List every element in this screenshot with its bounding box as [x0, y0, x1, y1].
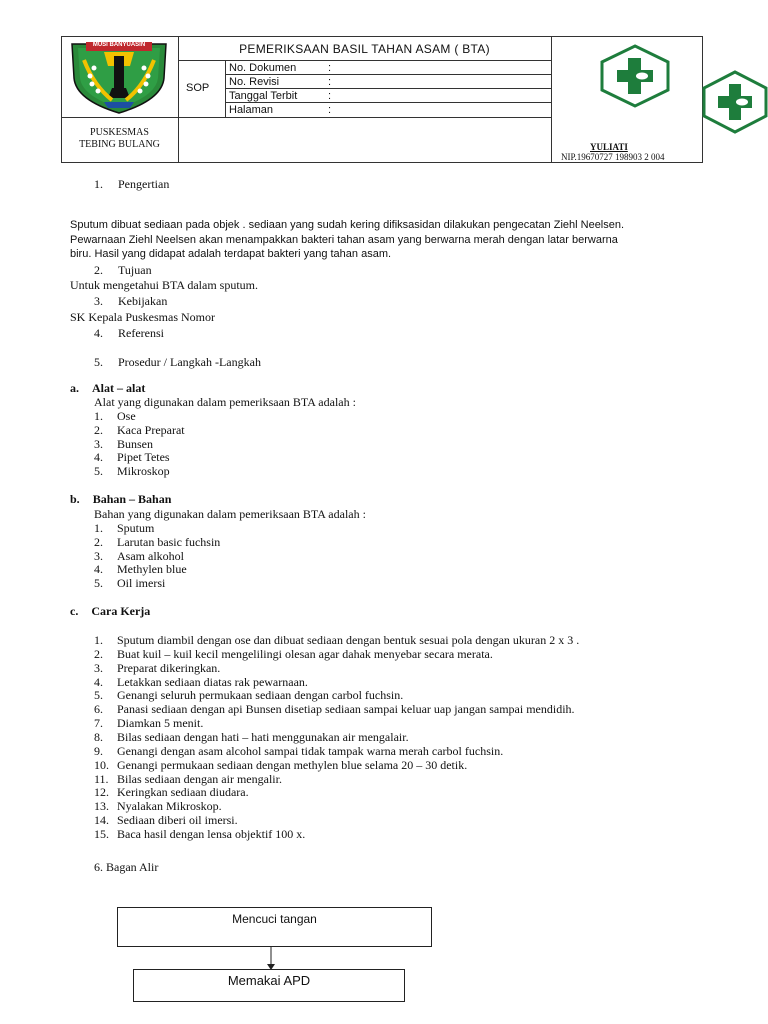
list-item-number: 15. [94, 826, 109, 841]
list-item-text: Larutan basic fuchsin [117, 534, 221, 549]
list-item-text: Buat kuil – kuil kecil mengelilingi olesan agar dahak menyebar secara merata. [117, 646, 493, 661]
list-item-text: Sediaan diberi oil imersi. [117, 813, 238, 828]
list-item-number: 1. [94, 521, 103, 535]
subsection-alat [70, 381, 145, 395]
list-item-number: 8. [94, 729, 103, 744]
field-colon: : [328, 62, 332, 74]
list-item-number: 2. [94, 534, 103, 549]
list-item-text: Methylen blue [117, 562, 187, 577]
flow-step-label: Mencuci tangan [232, 912, 317, 926]
list-item-number: 5. [94, 688, 103, 703]
section-number: 4. [94, 326, 103, 340]
list-item-number: 10. [94, 757, 109, 772]
section-title: Prosedur / Langkah -Langkah [118, 355, 261, 369]
section-tujuan [94, 263, 152, 277]
organization-name-line1: PUSKESMAS [90, 127, 149, 138]
field-tanggal-terbit-label: Tanggal Terbit [229, 90, 298, 102]
section-bagan-alir: 6. Bagan Alir [94, 860, 159, 874]
flow-arrow [266, 947, 276, 971]
paragraph-line: Pewarnaan Ziehl Neelsen akan menampakkan bakteri tahan asam yang berwarna merah dengan latar berwarna [70, 234, 618, 246]
list-item-text: Sputum [117, 521, 155, 535]
section-prosedur [94, 355, 261, 369]
regency-logo [64, 38, 174, 115]
list-item-number: 5. [94, 464, 103, 479]
section-number: 3. [94, 294, 103, 308]
field-no-dokumen-label: No. Dokumen [229, 62, 297, 74]
section-body: SK Kepala Puskesmas Nomor [70, 310, 215, 324]
list-item-number: 4. [94, 450, 103, 465]
paragraph-line: Sputum dibuat sediaan pada objek . sediaan yang sudah kering difiksasidan dilakukan pengecatan Ziehl Neelsen. [70, 219, 625, 231]
list-item-number: 4. [94, 674, 103, 689]
signer-nip: NIP.19670727 198903 2 004 [561, 152, 665, 162]
organization-name-line2: TEBING BULANG [79, 139, 160, 150]
list-item-text: Panasi sediaan dengan api Bunsen disetiap sediaan sampai keluar uap jangan sampai mendidih. [117, 702, 575, 717]
divider [178, 60, 551, 61]
subsection-title: Bahan – Bahan [92, 492, 172, 506]
list-item-text: Sputum diambil dengan ose dan dibuat sediaan dengan bentuk sesuai pola dengan ukuran 2 x 3 . [117, 633, 580, 647]
section-body: Untuk mengetahui BTA dalam sputum. [70, 278, 259, 292]
field-colon: : [328, 104, 332, 116]
list-item-text: Bilas sediaan dengan air mengalir. [117, 771, 282, 786]
section-number: 2. [94, 263, 103, 277]
section-pengertian [94, 177, 169, 191]
puskesmas-logo [702, 70, 768, 134]
section-number: 1. [94, 177, 103, 191]
puskesmas-logo [598, 44, 672, 108]
flow-step-box [117, 907, 432, 947]
sop-label: SOP [186, 82, 210, 94]
list-item-number: 2. [94, 422, 103, 437]
list-item-number: 3. [94, 548, 103, 563]
flow-step-box [133, 969, 405, 1002]
list-item-text: Bilas sediaan dengan hati – hati menggunakan air mengalair. [117, 729, 409, 744]
list-item-number: 13. [94, 799, 109, 814]
list-item-number: 11. [94, 771, 109, 786]
subsection-letter: c. [70, 604, 79, 618]
list-item-number: 7. [94, 716, 103, 731]
list-item-text: Nyalakan Mikroskop. [117, 799, 222, 814]
section-number: 5. [94, 355, 103, 369]
list-item-text: Ose [117, 409, 136, 423]
document-title: PEMERIKSAAN BASIL TAHAN ASAM ( BTA) [239, 42, 490, 56]
list-item-text: Preparat dikeringkan. [117, 660, 221, 675]
paragraph-line: biru. Hasil yang didapat adalah terdapat bakteri yang tahan asam. [70, 248, 392, 260]
flow-step-label: Memakai APD [227, 973, 311, 988]
list-item-number: 5. [94, 576, 103, 591]
list-item-text: Keringkan sediaan diudara. [117, 785, 249, 800]
list-item-text: Pipet Tetes [117, 450, 170, 465]
list-item-number: 2. [94, 646, 103, 661]
section-referensi [94, 326, 164, 340]
list-item-text: Kaca Preparat [117, 422, 185, 437]
subsection-letter: a. [70, 381, 79, 395]
section-title: Referensi [118, 326, 164, 340]
list-item-text: Genangi dengan asam alcohol sampai tidak tampak warna merah carbol fuchsin. [117, 743, 504, 758]
list-item-number: 1. [94, 409, 103, 423]
subsection-title: Cara Kerja [91, 604, 151, 618]
list-item-number: 9. [94, 743, 103, 758]
field-halaman-label: Halaman [229, 104, 274, 116]
list-item-number: 3. [94, 436, 103, 451]
list-item-number: 12. [94, 785, 109, 800]
section-title: Tujuan [118, 263, 152, 277]
list-item-text: Genangi seluruh permukaan sediaan dengan carbol fuchsin. [117, 688, 404, 703]
divider [551, 36, 552, 163]
section-title: Pengertian [118, 177, 170, 191]
list-item-number: 14. [94, 813, 109, 828]
list-item-text: Oil imersi [117, 576, 166, 591]
list-item-number: 3. [94, 660, 103, 675]
section-title: Kebijakan [118, 294, 168, 308]
field-colon: : [328, 90, 332, 102]
list-item-text: Asam alkohol [117, 548, 184, 563]
list-item-text: Diamkan 5 menit. [117, 716, 204, 731]
subsection-letter: b. [70, 492, 80, 506]
subsection-bahan [70, 492, 171, 506]
list-item-text: Baca hasil dengan lensa objektif 100 x. [117, 826, 306, 841]
list-item-text: Mikroskop [117, 464, 170, 479]
list-item-number: 6. [94, 702, 103, 717]
section-kebijakan [94, 294, 167, 308]
signer-name: YULIATI [590, 142, 628, 152]
subsection-cara-kerja [70, 604, 150, 618]
list-item-text: Bunsen [117, 436, 153, 451]
field-colon: : [328, 76, 332, 88]
subsection-intro: Bahan yang digunakan dalam pemeriksaan BTA adalah : [94, 507, 366, 521]
subsection-intro: Alat yang digunakan dalam pemeriksaan BTA adalah : [94, 395, 356, 409]
list-item-text: Letakkan sediaan diatas rak pewarnaan. [117, 674, 308, 689]
list-item-number: 4. [94, 562, 103, 577]
field-no-revisi-label: No. Revisi [229, 76, 280, 88]
list-item-number: 1. [94, 633, 103, 647]
subsection-title: Alat – alat [92, 381, 146, 395]
divider [61, 117, 552, 118]
logo-banner-text: MUSI BANYUASIN [92, 42, 146, 48]
list-item-text: Genangi permukaan sediaan dengan methylen blue selama 20 – 30 detik. [117, 757, 468, 772]
